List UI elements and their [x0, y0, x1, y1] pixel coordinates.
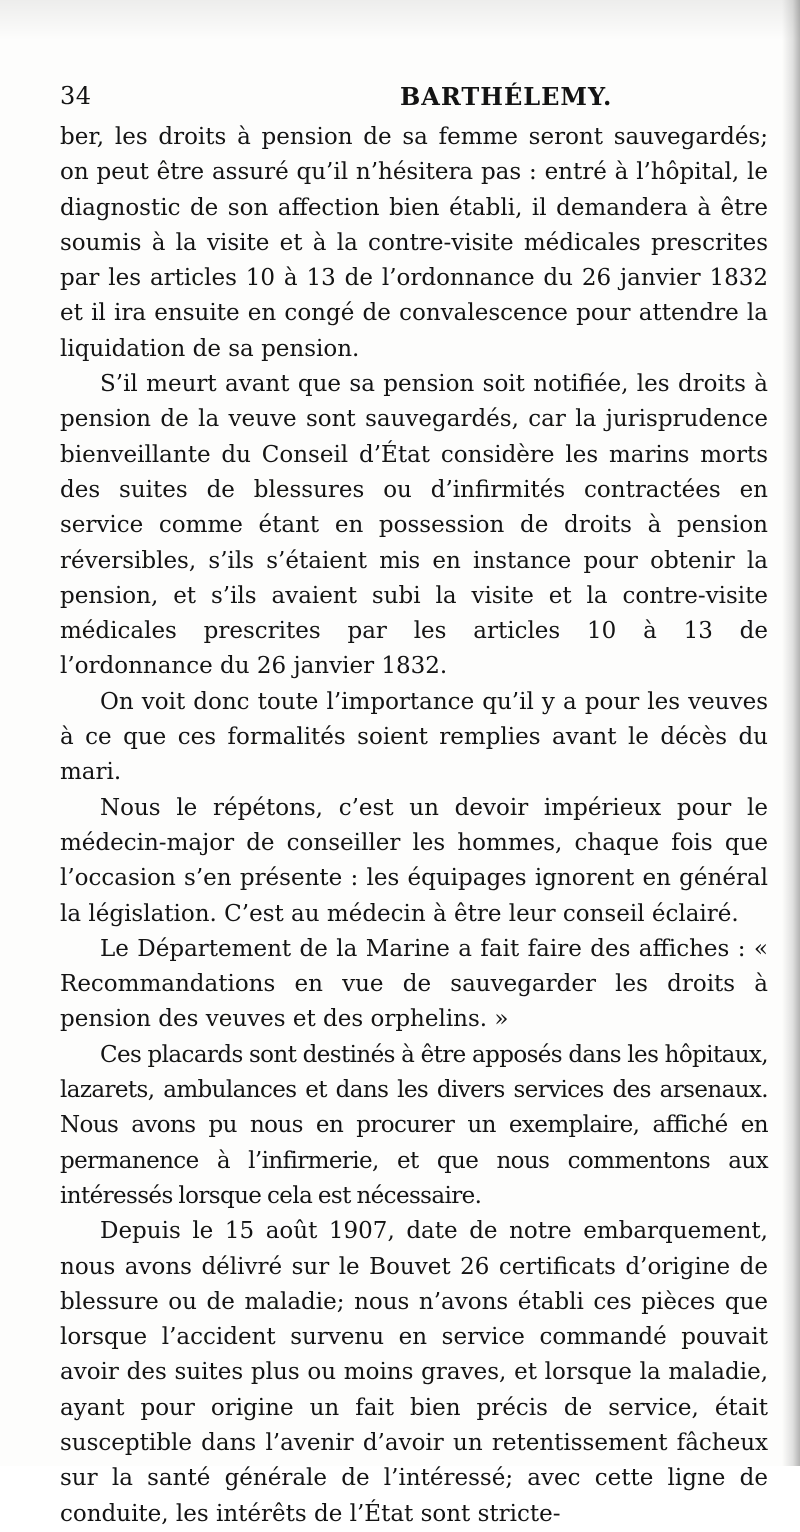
paragraph-2: S’il meurt avant que sa pension soit notifiée, les droits à pension de la veuve sont sauvegardés, car la jurisprudence bienveillante du Conseil d’État considère les marins morts des suites de blessures ou d’infirmités contractées en service comme étant en possession de droits à pension réversibles, s’ils s’étaient mis en instance pour obtenir la pension, et s’ils avaient subi la visite et la contre-visite médicales prescrites par les articles 10 à 13 de l’ordonnance du 26 janvier 1832.	[60, 371, 768, 680]
paragraph-1: ber, les droits à pension de sa femme seront sauvegardés; on peut être assuré qu’il n’hésitera pas : entré à l’hôpital, le diagnostic de son affection bien établi, il demandera à être soumis à la visite et à la contre-visite médicales prescrites par les articles 10 à 13 de l’ordonnance du 26 janvier 1832 et il ira ensuite en congé de convalescence pour attendre la liquidation de sa pension.	[60, 124, 768, 362]
page-number: 34	[60, 82, 92, 110]
running-head: BARTHÉLEMY.	[400, 82, 613, 111]
scan-shadow-right-edge	[782, 0, 800, 1466]
paragraph-3: On voit donc toute l’importance qu’il y a pour les veuves à ce que ces formalités soient remplies avant le décès du mari.	[60, 688, 768, 786]
scan-shadow-top	[0, 0, 800, 40]
paragraph-5: Le Département de la Marine a fait faire des affiches : « Recommandations en vue de sauvegarder les droits à pension des veuves et des orphelins. »	[60, 935, 768, 1033]
paragraph-6: Ces placards sont destinés à être apposés dans les hôpitaux, lazarets, ambulances et dans les divers services des arsenaux. Nous avons pu nous en procurer un exemplaire, affiché en permanence à l’infirmerie, et que nous commentons aux intéressés lorsque cela est nécessaire.	[60, 1041, 768, 1209]
paragraph-7: Depuis le 15 août 1907, date de notre embarquement, nous avons délivré sur le Bouvet 26 certificats d’origine de blessure ou de maladie; nous n’avons établi ces pièces que lorsque l’accident survenu en service commandé pouvait avoir des suites plus ou moins graves, et lorsque la maladie, ayant pour origine un fait bien précis de service, était susceptible dans l’avenir d’avoir un retentissement fâcheux sur la santé générale de l’intéressé; avec cette ligne de conduite, les intérêts de l’État sont stricte-	[60, 1218, 768, 1527]
body-text	[60, 120, 768, 1532]
paragraph-4: Nous le répétons, c’est un devoir impérieux pour le médecin-major de conseiller les hommes, chaque fois que l’occasion s’en présente : les équipages ignorent en général la législation. C’est au médecin à être leur conseil éclairé.	[60, 794, 768, 927]
page-header	[60, 82, 740, 118]
